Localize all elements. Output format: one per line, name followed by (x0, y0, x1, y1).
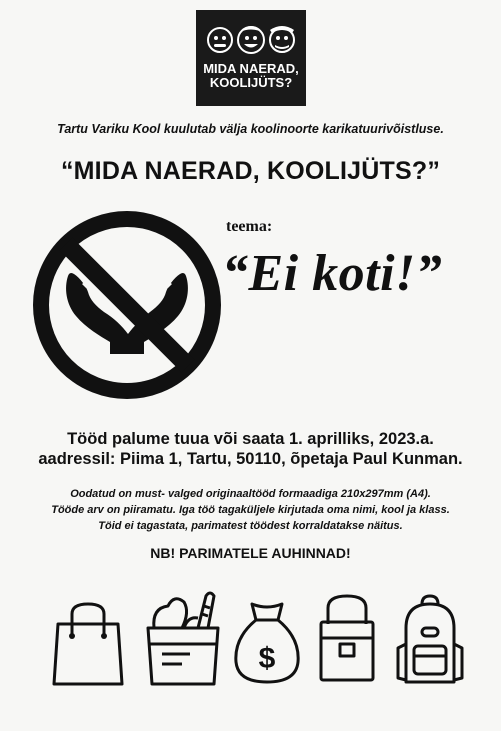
grocery-bag-icon (144, 588, 222, 688)
logo (196, 10, 306, 106)
rules-line-2: Tööde arv on piiramatu. Iga töö tagaküljele kirjutada oma nimi, kool ja klass. (51, 504, 450, 516)
deadline-text (0, 429, 501, 469)
intro-text: Tartu Variku Kool kuulutab välja koolinoorte karikatuurivõistluse. (57, 122, 444, 136)
prizes-text: NB! PARIMATELE AUHINNAD! (150, 545, 351, 561)
money-bag-icon (232, 598, 302, 686)
theme-label: teema: (226, 218, 273, 235)
logo-line-2: KOOLIJÜTS? (209, 75, 293, 90)
rules-text (0, 486, 501, 534)
logo-text (196, 62, 306, 90)
no-bag-hands-icon (30, 208, 224, 402)
logo-line-1: MIDA NAERAD, (203, 61, 299, 76)
rules-line-3: Töid ei tagastata, parimatest töödest korraldatakse näitus. (98, 520, 403, 532)
deadline-line-2: aadressil: Piima 1, Tartu, 50110, õpetaja Paul Kunman. (38, 450, 463, 468)
handbag-icon (318, 594, 376, 684)
deadline-line-1: Tööd palume tuua või saata 1. aprilliks, 2023.a. (67, 430, 434, 448)
backpack-icon (394, 594, 466, 686)
rules-line-1: Oodatud on must- valged originaaltööd formaadiga 210x297mm (A4). (70, 488, 431, 500)
theme-text: “Ei koti!” (222, 245, 443, 302)
svg-text:$: $ (258, 642, 276, 675)
page-title: “MIDA NAERAD, KOOLIJÜTS?” (60, 157, 441, 185)
shopping-bag-icon (50, 600, 126, 688)
three-faces-icon (204, 18, 298, 58)
